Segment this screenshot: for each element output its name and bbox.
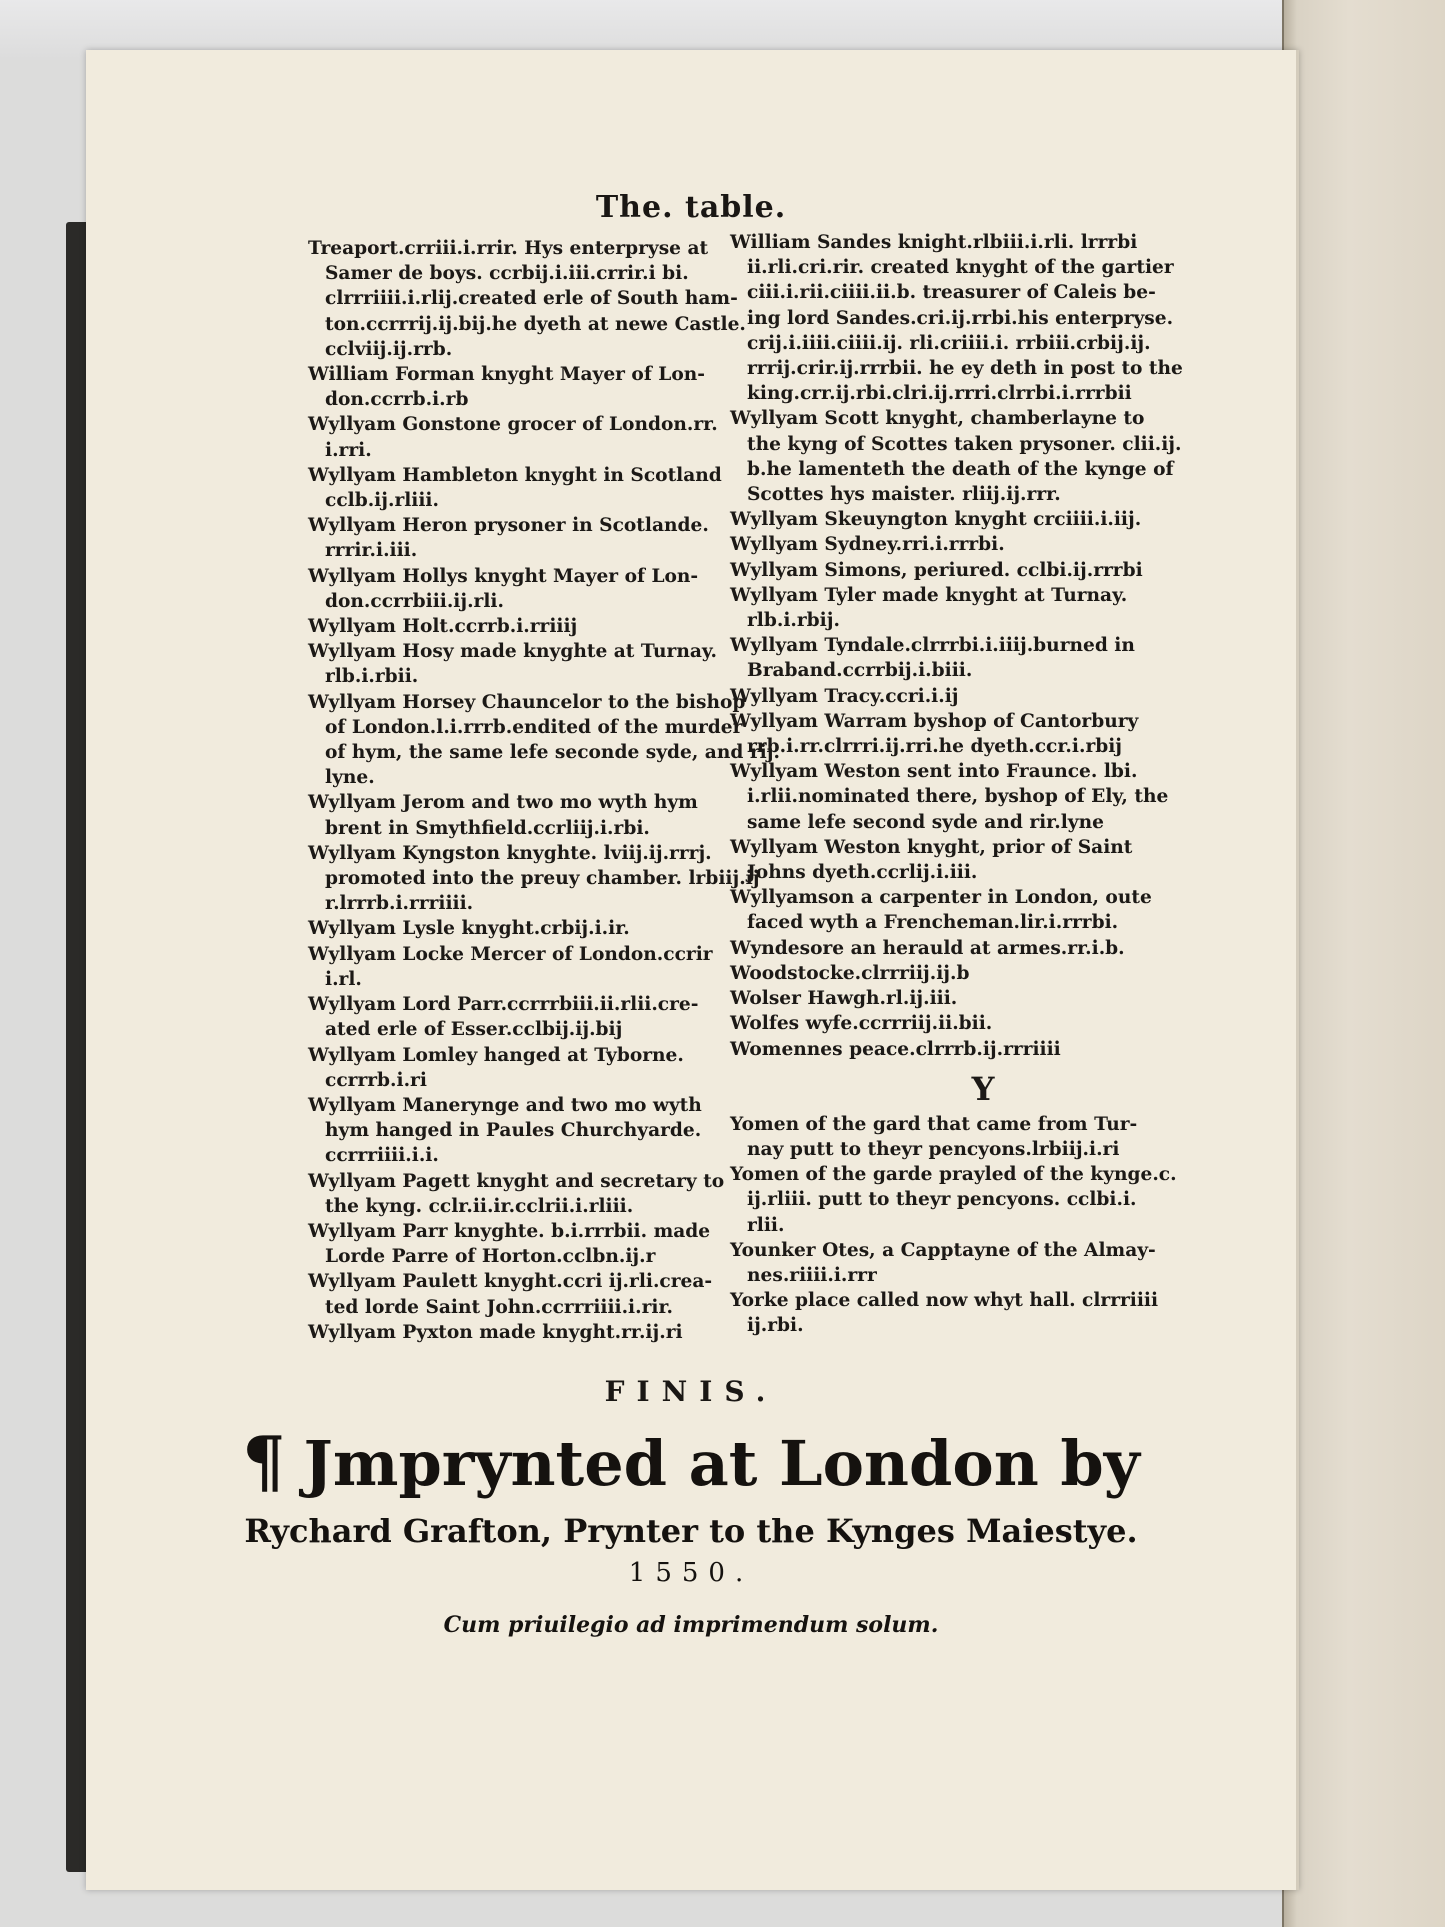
index-entry: Wyllyam Simons, periured. cclbi.ij.rrrbi	[730, 559, 1143, 581]
index-entry: Scottes hys maister. rliij.ij.rrr.	[747, 484, 1061, 506]
index-entry: Wyllyam Tyndale.clrrrbi.i.iiij.burned in	[730, 635, 1135, 657]
index-entry: Woodstocke.clrrriij.ij.b	[730, 962, 970, 984]
index-entry: Wyllyam Kyngston knyghte. lviij.ij.rrrj.	[308, 842, 712, 864]
index-entry: ccrrrb.i.ri	[325, 1069, 427, 1091]
index-entry: nes.riiii.i.rrr	[747, 1264, 877, 1286]
privilege-line: Cum priuilegio ad imprimendum solum.	[443, 1612, 939, 1638]
index-entry: Wyllyam Lysle knyght.crbij.i.ir.	[308, 918, 630, 940]
index-entry: Wyllyam Lomley hanged at Tyborne.	[308, 1044, 684, 1066]
index-entry: Wyllyam Lord Parr.ccrrrbiii.ii.rlii.cre-	[308, 994, 699, 1016]
index-entry: Wyllyam Parr knyghte. b.i.rrrbii. made	[308, 1220, 711, 1242]
index-entry: i.rri.	[325, 439, 372, 461]
index-entry: b.he lamenteth the death of the kynge of	[747, 458, 1174, 480]
index-entry: rlii.	[747, 1214, 785, 1236]
index-entry: Wyllyam Skeuyngton knyght crciiii.i.iij.	[730, 509, 1142, 531]
index-entry: ij.rbi.	[747, 1315, 804, 1337]
index-entry: Wyllyam Tyler made knyght at Turnay.	[730, 584, 1128, 606]
imprint-printer: Rychard Grafton, Prynter to the Kynges Maiestye.	[244, 1512, 1138, 1550]
index-entry: Younker Otes, a Capptayne of the Almay-	[730, 1239, 1156, 1261]
finis: FINIS.	[604, 1375, 778, 1408]
index-entry: Wyllyam Locke Mercer of London.ccrir	[308, 943, 713, 965]
index-entry: Wyllyam Weston sent into Fraunce. lbi.	[730, 761, 1138, 783]
index-entry: nay putt to theyr pencyons.lrbiij.i.ri	[747, 1138, 1120, 1160]
index-entry: rrrir.i.iii.	[325, 540, 418, 562]
index-entry: r.lrrrb.i.rrriiii.	[325, 893, 474, 915]
index-entry: ton.ccrrrij.ij.bij.he dyeth at newe Castle.	[325, 313, 746, 335]
book-page	[86, 50, 1299, 1890]
index-entry: don.ccrrb.i.rb	[325, 389, 469, 411]
index-column-right	[730, 230, 1236, 1339]
page-title: The. table.	[595, 190, 787, 225]
index-entry: Womennes peace.clrrrb.ij.rrriiii	[730, 1038, 1061, 1060]
index-entry: ted lorde Saint John.ccrrriiii.i.rir.	[325, 1296, 674, 1318]
index-entry: Wyllyam Sydney.rri.i.rrrbi.	[730, 534, 1005, 556]
index-entry: rlb.i.rbij.	[747, 610, 840, 632]
index-entry: Johns dyeth.ccrlij.i.iii.	[747, 862, 978, 884]
index-entry: rrrij.crir.ij.rrrbii. he ey deth in post to the	[747, 358, 1183, 380]
index-entry: Wyllyam Gonstone grocer of London.rr.	[308, 414, 718, 436]
index-entry: Wyllyam Warram byshop of Cantorbury	[730, 710, 1139, 732]
index-entry: king.crr.ij.rbi.clri.ij.rrri.clrrbi.i.rrrbii	[747, 383, 1132, 405]
index-entry: promoted into the preuy chamber. lrbiij.ij	[325, 868, 760, 890]
index-entry: Wyllyam Pagett knyght and secretary to	[308, 1170, 725, 1192]
index-entry: Wyllyam Tracy.ccri.i.ij	[730, 685, 959, 707]
index-entry: Wolser Hawgh.rl.ij.iii.	[730, 988, 958, 1010]
pilcrow-icon: ¶	[242, 1422, 286, 1502]
index-entry: Yomen of the gard that came from Tur-	[730, 1113, 1138, 1135]
book-cover-right	[1282, 0, 1445, 1927]
index-entry: Wyllyam Manerynge and two mo wyth	[308, 1094, 702, 1116]
index-entry: Yorke place called now whyt hall. clrrriiii	[730, 1290, 1159, 1312]
index-entry: Samer de boys. ccrbij.i.iii.crrir.i bi.	[325, 263, 689, 285]
index-entry: ii.rli.cri.rir. created knyght of the gartier	[747, 257, 1174, 279]
index-entry: Wolfes wyfe.ccrrriij.ii.bii.	[730, 1013, 993, 1035]
index-entry: same lefe second syde and rir.lyne	[747, 811, 1104, 833]
index-entry: Wyllyam Pyxton made knyght.rr.ij.ri	[308, 1321, 683, 1343]
index-entry: ated erle of Esser.cclbij.ij.bij	[325, 1019, 623, 1041]
index-entry: Wyndesore an herauld at armes.rr.i.b.	[730, 937, 1125, 959]
index-entry: Wyllyam Holt.ccrrb.i.rriiij	[308, 616, 578, 638]
index-entry: ing lord Sandes.cri.ij.rrbi.his enterpryse.	[747, 307, 1174, 329]
index-entry: cclb.ij.rliii.	[325, 490, 439, 512]
index-entry: the kyng of Scottes taken prysoner. clii.ij.	[747, 433, 1182, 455]
imprint-heading	[86, 1422, 1296, 1504]
imprint-year: 1550.	[628, 1558, 754, 1588]
index-entry: don.ccrrbiii.ij.rli.	[325, 590, 504, 612]
index-entry: Wyllyamson a carpenter in London, oute	[730, 887, 1152, 909]
index-entry: hym hanged in Paules Churchyarde.	[325, 1120, 702, 1142]
index-entry: lyne.	[325, 767, 375, 789]
index-entry: of hym, the same lefe seconde syde, and rij.	[325, 742, 780, 764]
index-entry: Wyllyam Weston knyght, prior of Saint	[730, 836, 1133, 858]
index-entry: Lorde Parre of Horton.cclbn.ij.r	[325, 1246, 656, 1268]
index-entry: Treaport.crriii.i.rrir. Hys enterpryse at	[308, 238, 709, 259]
index-entry: Wyllyam Hosy made knyghte at Turnay.	[308, 641, 718, 663]
index-entry: rrb.i.rr.clrrri.ij.rri.he dyeth.ccr.i.rbij	[747, 736, 1123, 758]
index-entry: ccrrriiii.i.i.	[325, 1145, 439, 1167]
index-entry: rlb.i.rbii.	[325, 666, 419, 688]
index-entry: William Sandes knight.rlbiii.i.rli. lrrrbi	[730, 232, 1138, 253]
index-entry: faced wyth a Frencheman.lir.i.rrrbi.	[747, 912, 1119, 934]
index-entry: brent in Smythfield.ccrliij.i.rbi.	[325, 817, 650, 839]
index-entry: Wyllyam Scott knyght, chamberlayne to	[730, 408, 1145, 430]
index-entry: Wyllyam Horsey Chauncelor to the bishop	[308, 691, 746, 713]
index-entry: Wyllyam Hambleton knyght in Scotland	[308, 464, 722, 486]
index-entry: i.rlii.nominated there, byshop of Ely, the	[747, 786, 1169, 808]
index-entry: Wyllyam Jerom and two mo wyth hym	[308, 792, 698, 814]
index-entry: the kyng. cclr.ii.ir.cclrii.i.rliii.	[325, 1195, 634, 1217]
index-entry: clrrriiii.i.rlij.created erle of South ham-	[325, 288, 738, 310]
index-entry: i.rl.	[325, 968, 362, 990]
index-entry: ciii.i.rii.ciiii.ii.b. treasurer of Caleis be-	[747, 282, 1156, 304]
index-entry: cclviij.ij.rrb.	[325, 338, 453, 360]
index-entry: William Forman knyght Mayer of Lon-	[308, 364, 706, 386]
index-entry: Wyllyam Heron prysoner in Scotlande.	[308, 515, 709, 537]
index-entry: Yomen of the garde prayled of the kynge.c.	[730, 1164, 1177, 1186]
index-entry: of London.l.i.rrrb.endited of the murder	[325, 716, 743, 738]
index-entry: crij.i.iiii.ciiii.ij. rli.criiii.i. rrbiii.crbij.ij.	[747, 332, 1151, 354]
index-entry: ij.rliii. putt to theyr pencyons. cclbi.i.	[747, 1189, 1137, 1211]
imprint-line-1: Jmprynted at London by	[303, 1427, 1140, 1500]
index-entry: Braband.ccrrbij.i.biii.	[747, 660, 973, 682]
index-entry: Wyllyam Paulett knyght.ccri ij.rli.crea-	[308, 1271, 713, 1293]
index-entry: Wyllyam Hollys knyght Mayer of Lon-	[308, 565, 699, 587]
section-letter: Y	[971, 1069, 995, 1108]
